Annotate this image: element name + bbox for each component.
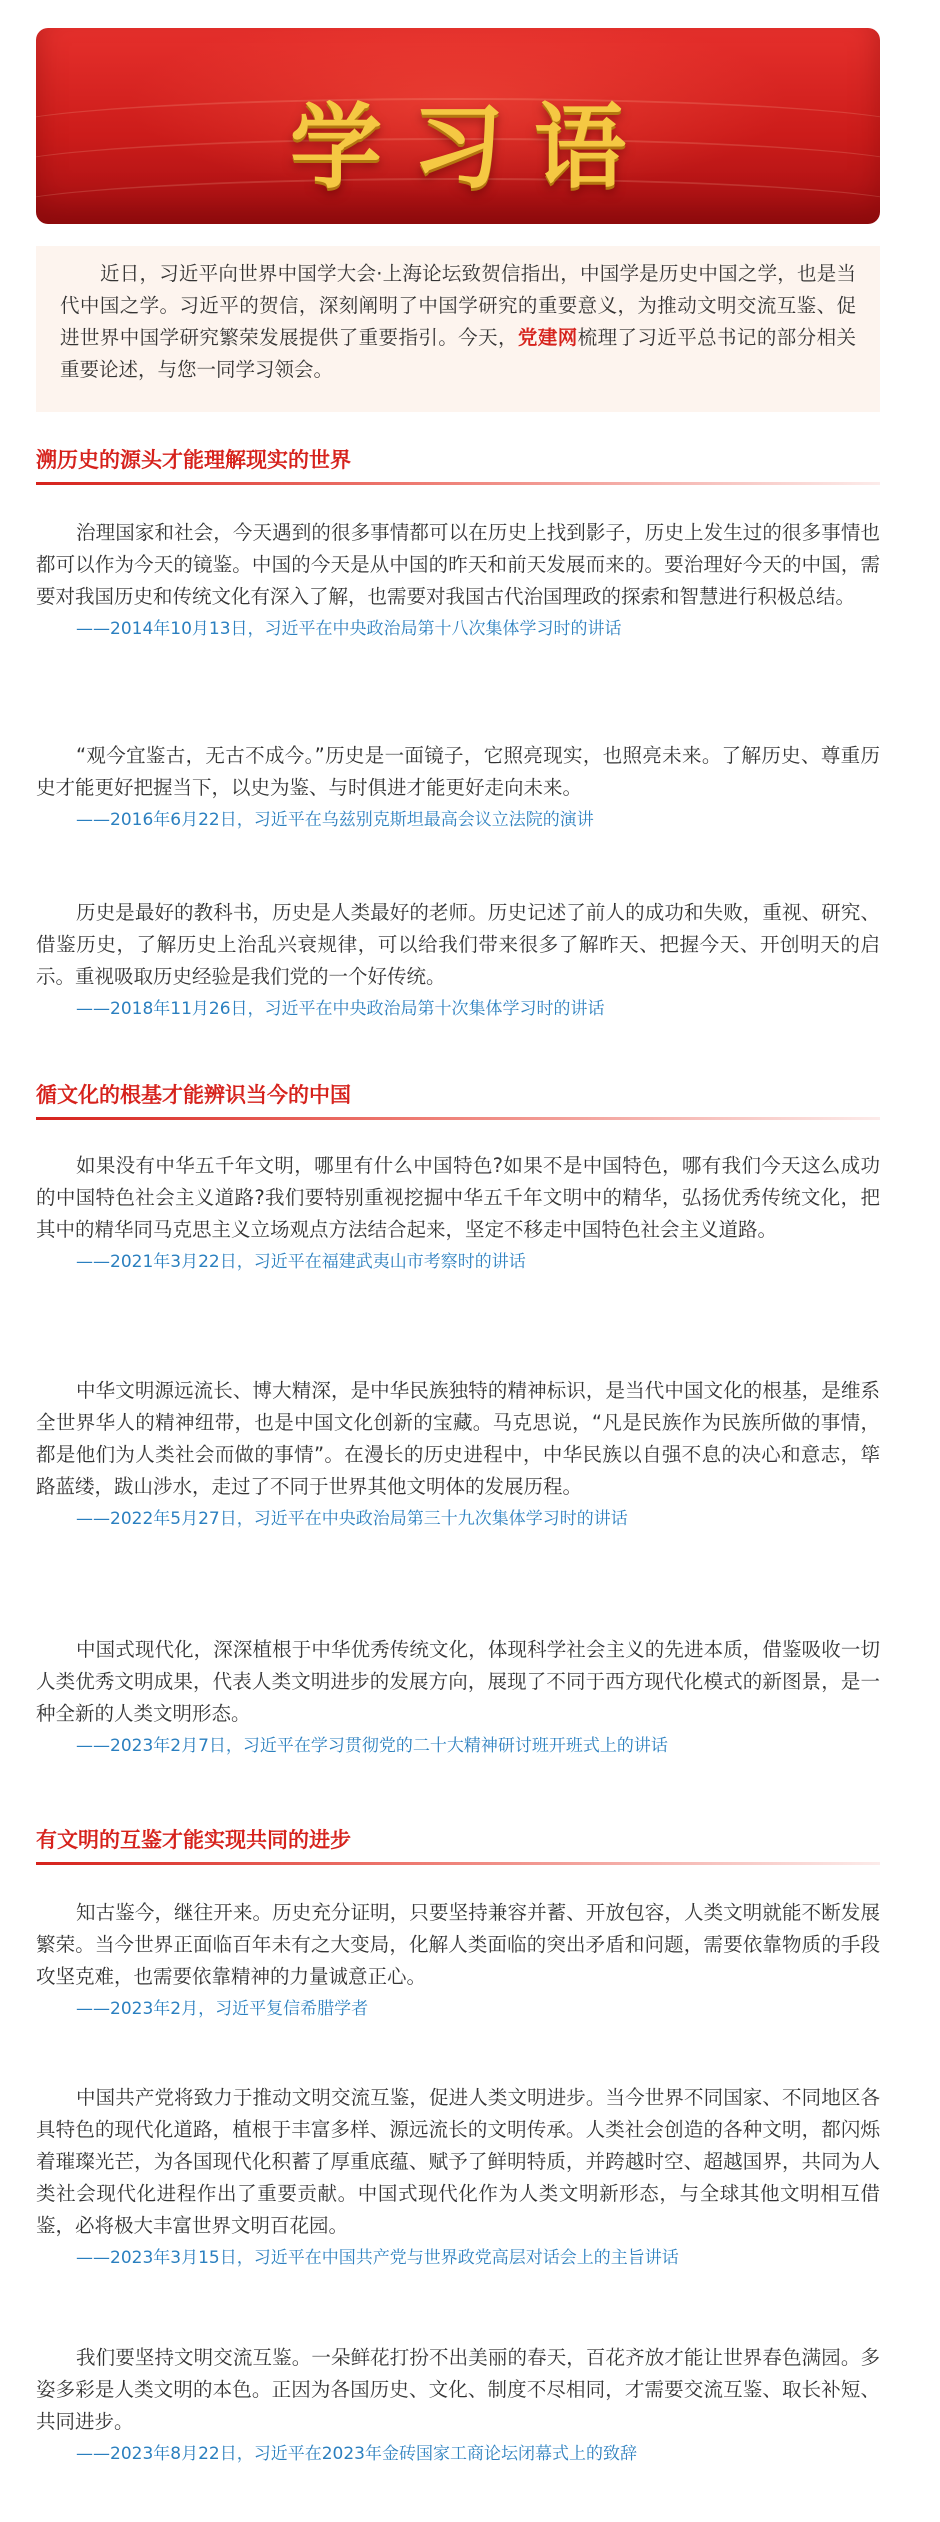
- quote-source: ——2022年5月27日，习近平在中央政治局第三十九次集体学习时的讲话: [76, 1509, 628, 1529]
- header-banner: [36, 28, 880, 224]
- quote-text: 知古鉴今，继往开来。历史充分证明，只要坚持兼容并蓄、开放包容，人类文明就能不断发展繁荣。当今世界正面临百年未有之大变局，化解人类面临的突出矛盾和问题，需要依靠物质的手段攻坚克难，也需要依靠精神的力量诚意正心。: [36, 1901, 880, 1988]
- quote-source: ——2023年3月15日，习近平在中国共产党与世界政党高层对话会上的主旨讲话: [76, 2248, 679, 2268]
- quote-block: [36, 1150, 880, 1276]
- quote-block: [36, 1897, 880, 2023]
- section-divider: [36, 1117, 880, 1120]
- quote-text: 我们要坚持文明交流互鉴。一朵鲜花打扮不出美丽的春天，百花齐放才能让世界春色满园。多姿多彩是人类文明的本色。正因为各国历史、文化、制度不尽相同，才需要交流互鉴、取长补短、共同进步。: [36, 2346, 880, 2433]
- section-divider: [36, 1862, 880, 1865]
- quote-block: [36, 1634, 880, 1760]
- section-header: [36, 1826, 880, 1865]
- section-header: [36, 446, 880, 485]
- quote-block: [36, 517, 880, 643]
- quote-text: 治理国家和社会，今天遇到的很多事情都可以在历史上找到影子，历史上发生过的很多事情也都可以作为今天的镜鉴。中国的今天是从中国的昨天和前天发展而来的。要治理好今天的中国，需要对我国历史和传统文化有深入了解，也需要对我国古代治国理政的探索和智慧进行积极总结。: [36, 521, 880, 608]
- quote-block: [36, 1375, 880, 1533]
- section-title: 溯历史的源头才能理解现实的世界: [36, 448, 351, 472]
- quote-block: [36, 740, 880, 834]
- quote-text: 如果没有中华五千年文明，哪里有什么中国特色?如果不是中国特色，哪有我们今天这么成功的中国特色社会主义道路?我们要特别重视挖掘中华五千年文明中的精华，弘扬优秀传统文化，把其中的精华同马克思主义立场观点方法结合起来，坚定不移走中国特色社会主义道路。: [36, 1154, 880, 1241]
- section-header: [36, 1081, 880, 1120]
- quote-source: ——2023年8月22日，习近平在2023年金砖国家工商论坛闭幕式上的致辞: [76, 2444, 637, 2464]
- intro-text-before: 近日，习近平向世界中国学大会·上海论坛致贺信指出，中国学是历史中国之学，也是当代中国之学。习近平的贺信，深刻阐明了中国学研究的重要意义，为推动文明交流互鉴、促进世界中国学研究繁荣发展提供了重要指引。今天，: [60, 262, 856, 349]
- quote-block: [36, 2082, 880, 2272]
- intro-text-after: 梳理了习近平总书记的部分相关重要论述，与您一同学习领会。: [60, 326, 856, 381]
- quote-text: 中国式现代化，深深植根于中华优秀传统文化，体现科学社会主义的先进本质，借鉴吸收一切人类优秀文明成果，代表人类文明进步的发展方向，展现了不同于西方现代化模式的新图景，是一种全新的人类文明形态。: [36, 1638, 880, 1725]
- section-title: 有文明的互鉴才能实现共同的进步: [36, 1828, 351, 1852]
- quote-source: ——2023年2月7日，习近平在学习贯彻党的二十大精神研讨班开班式上的讲话: [76, 1736, 668, 1756]
- quote-source: ——2014年10月13日，习近平在中央政治局第十八次集体学习时的讲话: [76, 619, 622, 639]
- quote-block: [36, 2342, 880, 2468]
- section-title: 循文化的根基才能辨识当今的中国: [36, 1083, 351, 1107]
- quote-source: ——2023年2月，习近平复信希腊学者: [76, 1999, 369, 2019]
- banner-title: 学习语: [289, 93, 656, 201]
- quote-text: “观今宜鉴古，无古不成今。”历史是一面镜子，它照亮现实，也照亮未来。了解历史、尊重历史才能更好把握当下，以史为鉴、与时俱进才能更好走向未来。: [36, 744, 880, 799]
- intro-box: [36, 246, 880, 412]
- quote-source: ——2016年6月22日，习近平在乌兹别克斯坦最高会议立法院的演讲: [76, 810, 594, 830]
- quote-text: 中华文明源远流长、博大精深，是中华民族独特的精神标识，是当代中国文化的根基，是维系全世界华人的精神纽带，也是中国文化创新的宝藏。马克思说，“凡是民族作为民族所做的事情，都是他们为人类社会而做的事情”。在漫长的历史进程中，中华民族以自强不息的决心和意志，筚路蓝缕，跋山涉水，走过了不同于世界其他文明体的发展历程。: [36, 1379, 880, 1498]
- quote-source: ——2021年3月22日，习近平在福建武夷山市考察时的讲话: [76, 1252, 526, 1272]
- quote-text: 历史是最好的教科书，历史是人类最好的老师。历史记述了前人的成功和失败，重视、研究、借鉴历史，了解历史上治乱兴衰规律，可以给我们带来很多了解昨天、把握今天、开创明天的启示。重视吸取历史经验是我们党的一个好传统。: [36, 901, 880, 988]
- intro-highlight-link[interactable]: 党建网: [517, 326, 578, 349]
- section-divider: [36, 482, 880, 485]
- quote-source: ——2018年11月26日，习近平在中央政治局第十次集体学习时的讲话: [76, 999, 605, 1019]
- intro-paragraph: [60, 258, 856, 386]
- quote-text: 中国共产党将致力于推动文明交流互鉴，促进人类文明进步。当今世界不同国家、不同地区各具特色的现代化道路，植根于丰富多样、源远流长的文明传承。人类社会创造的各种文明，都闪烁着璀璨光芒，为各国现代化积蓄了厚重底蕴、赋予了鲜明特质，并跨越时空、超越国界，共同为人类社会现代化进程作出了重要贡献。中国式现代化作为人类文明新形态，与全球其他文明相互借鉴，必将极大丰富世界文明百花园。: [36, 2086, 880, 2237]
- quote-block: [36, 897, 880, 1023]
